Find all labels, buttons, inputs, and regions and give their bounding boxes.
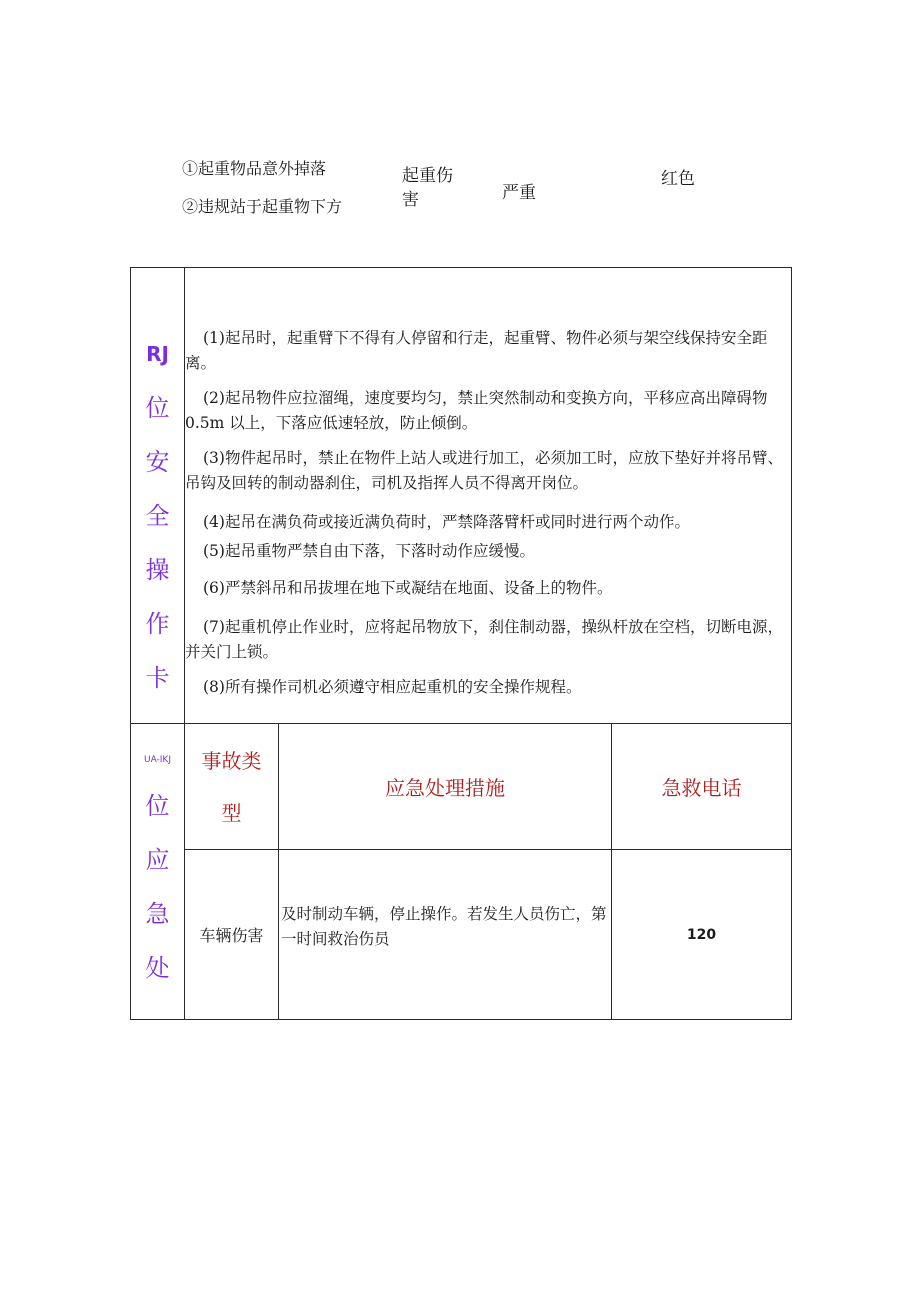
accident-type-header-line2: 型 (221, 800, 242, 825)
hazard-color-level: 红色 (661, 169, 695, 189)
emergency-card-char: 急 (145, 899, 170, 928)
safety-operations-list (185, 268, 792, 724)
measures-text: 及时制动车辆，停止操作。若发生人员伤亡，第一时间救治伤员 (281, 905, 607, 948)
emergency-card-label (131, 724, 185, 1020)
phone-header: 急救电话 (612, 724, 792, 850)
measures-cell (279, 850, 612, 1020)
safety-card-char: 安 (145, 447, 170, 476)
emergency-card-char: 位 (145, 791, 170, 820)
accident-type-header (185, 724, 279, 850)
safety-card-char: 全 (145, 501, 170, 530)
operation-item: (1)起吊时，起重臂下不得有人停留和行走，起重臂、物件必须与架空线保持安全距离。 (185, 329, 768, 372)
safety-card-label (131, 268, 185, 724)
safety-card-char: 作 (145, 609, 170, 638)
safety-emergency-table (130, 267, 792, 1020)
emergency-card-char: 处 (145, 953, 170, 982)
operation-item: (8)所有操作司机必须遵守相应起重机的安全操作规程。 (203, 678, 582, 696)
emergency-card-char: 应 (145, 845, 170, 874)
operation-item: (2)起吊物件应拉溜绳，速度要均匀，禁止突然制动和变换方向，平移应高出障碍物 0.5m 以上，下落应低速轻放，防止倾倒。 (185, 389, 768, 432)
operation-item: (6)严禁斜吊和吊拔埋在地下或凝结在地面、设备上的物件。 (203, 579, 613, 597)
phone-cell: 120 (612, 850, 792, 1020)
operation-item: (5)起吊重物严禁自由下落，下落时动作应缓慢。 (203, 542, 535, 560)
accident-type-header-line1: 事故类 (201, 748, 262, 773)
operation-item: (3)物件起吊时，禁止在物件上站人或进行加工，必须加工时，应放下垫好并将吊臂、吊钩及回转的制动器刹住，司机及指挥人员不得离开岗位。 (185, 449, 783, 492)
operation-item: (7)起重机停止作业时，应将起吊物放下，刹住制动器，操纵杆放在空档，切断电源，并关门上锁。 (185, 618, 783, 661)
hazard-type: 起重伤害 (402, 166, 453, 210)
hazard-cause-1: ①起重物品意外掉落 (182, 159, 327, 178)
safety-card-char: 位 (145, 393, 170, 422)
accident-type-cell: 车辆伤害 (185, 850, 279, 1020)
safety-card-char: 操 (145, 555, 170, 584)
hazard-severity: 严重 (502, 183, 536, 203)
hazard-cause-2: ②违规站于起重物下方 (182, 197, 343, 216)
emergency-card-code: UA-IKJ (143, 754, 171, 765)
safety-card-char: 卡 (145, 663, 170, 692)
safety-card-code: RJ (146, 341, 169, 366)
operation-item: (4)起吊在满负荷或接近满负荷时，严禁降落臂杆或同时进行两个动作。 (203, 513, 690, 531)
measures-header: 应急处理措施 (279, 724, 612, 850)
